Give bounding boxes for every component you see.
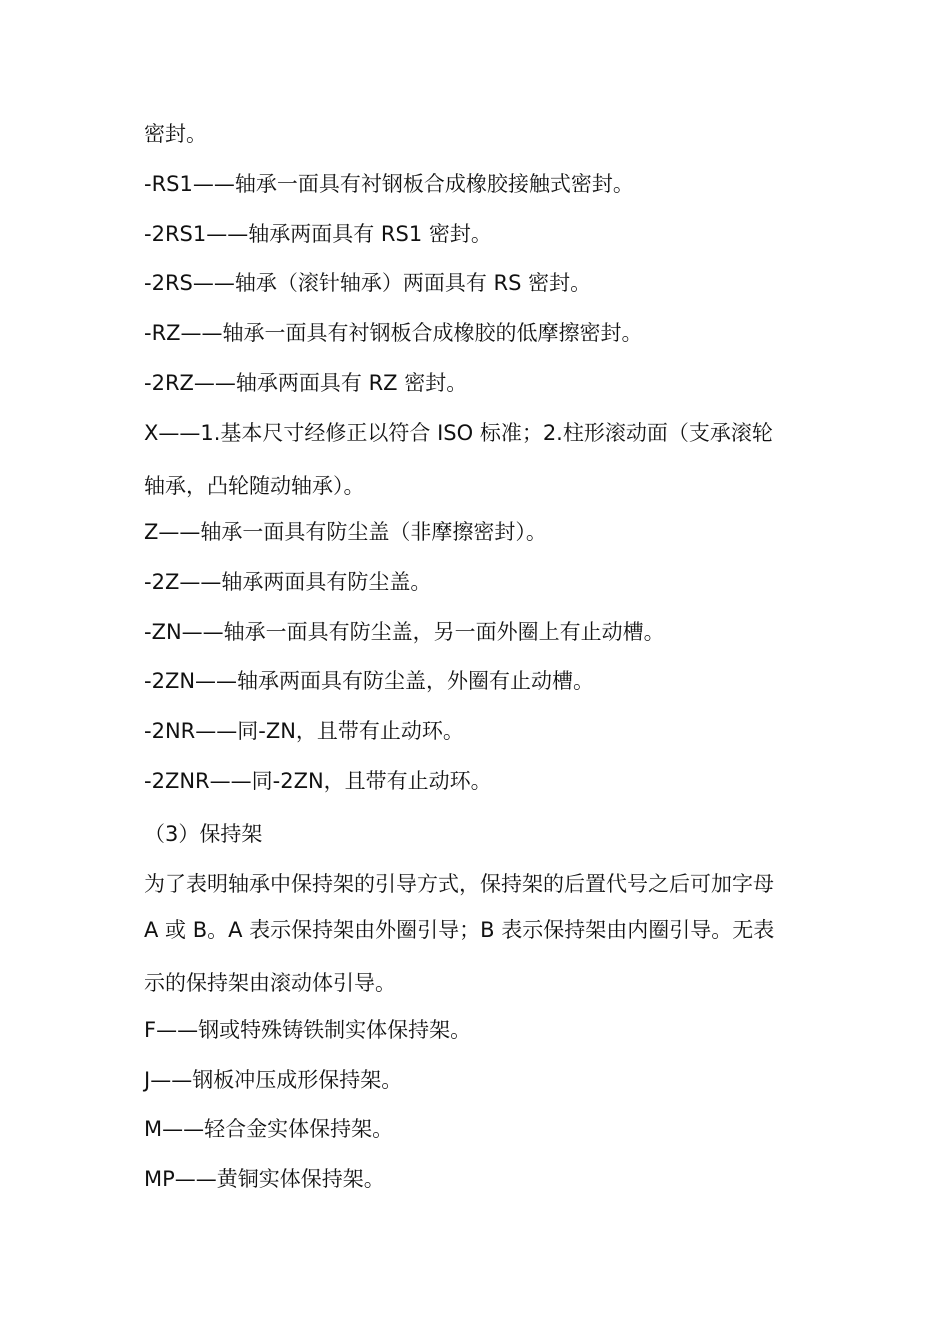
text-line-2znr: -2ZNR——同-2ZN，且带有止动环。 [144,769,492,793]
text-line-x: X——1.基本尺寸经修正以符合 ISO 标准；2.柱形滚动面（支承滚轮 [144,421,773,445]
text-line-m: M——轻合金实体保持架。 [144,1117,394,1141]
text-line-x-continuation: 轴承，凸轮随动轴承）。 [144,474,365,498]
text-line-j: J——钢板冲压成形保持架。 [144,1068,403,1092]
text-line-2z: -2Z——轴承两面具有防尘盖。 [144,570,432,594]
text-line-2rs1: -2RS1——轴承两面具有 RS1 密封。 [144,222,492,246]
text-line-2nr: -2NR——同-ZN，且带有止动环。 [144,719,464,743]
text-line-f: F——钢或特殊铸铁制实体保持架。 [144,1018,472,1042]
text-line-mp: MP——黄铜实体保持架。 [144,1167,385,1191]
text-line-rz: -RZ——轴承一面具有衬钢板合成橡胶的低摩擦密封。 [144,321,643,345]
section-heading-cage: （3）保持架 [144,822,263,846]
text-line-2rs: -2RS——轴承（滚针轴承）两面具有 RS 密封。 [144,271,592,295]
text-line-cage-rolling: 示的保持架由滚动体引导。 [144,971,396,995]
text-line-zn: -ZN——轴承一面具有防尘盖，另一面外圈上有止动槽。 [144,620,665,644]
text-line-cage-a-b: A 或 B。A 表示保持架由外圈引导；B 表示保持架由内圈引导。无表 [144,918,775,942]
text-line-2zn: -2ZN——轴承两面具有防尘盖，外圈有止动槽。 [144,669,595,693]
text-line-rs1: -RS1——轴承一面具有衬钢板合成橡胶接触式密封。 [144,172,634,196]
text-line-seal-continuation: 密封。 [144,122,207,146]
text-line-2rz: -2RZ——轴承两面具有 RZ 密封。 [144,371,468,395]
text-line-z: Z——轴承一面具有防尘盖（非摩擦密封）。 [144,520,547,544]
text-line-cage-intro: 为了表明轴承中保持架的引导方式，保持架的后置代号之后可加字母 [144,872,774,896]
